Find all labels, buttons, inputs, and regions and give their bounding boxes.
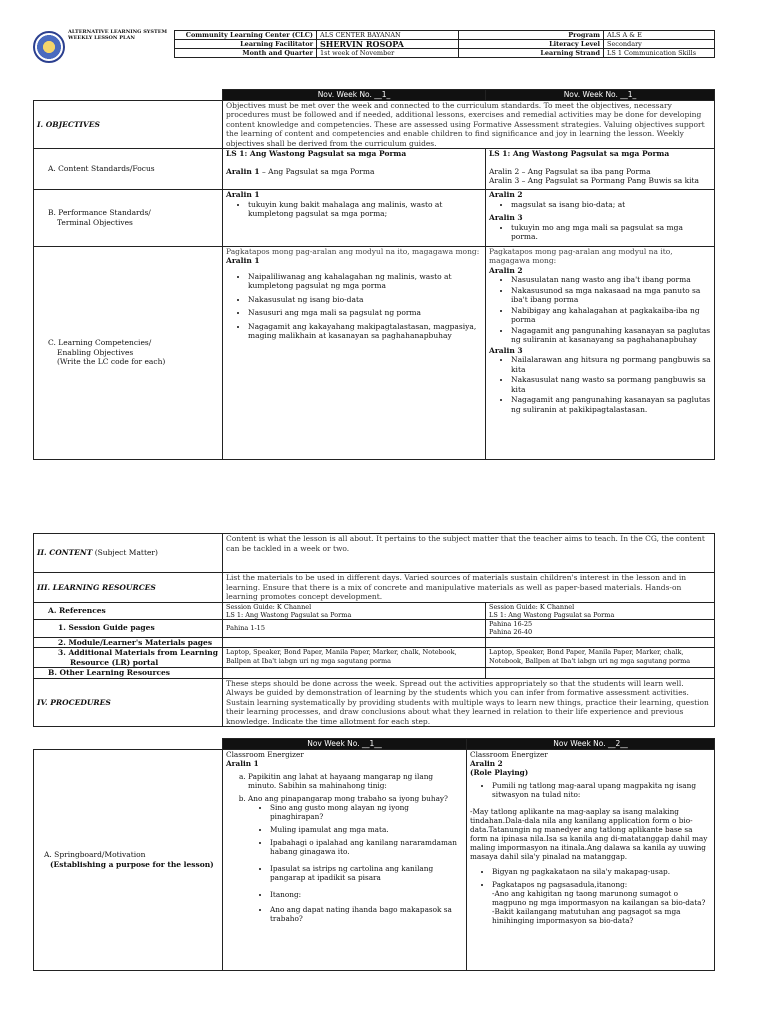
content-standards-label: A. Content Standards/Focus: [34, 149, 223, 190]
comp-c2-head1: Aralin 2: [489, 265, 523, 275]
perf-c1-head: Aralin 1: [226, 190, 260, 199]
c2-item: • Bigyan ng pagkakataon na sila'y makapag-usap.: [492, 867, 711, 876]
c2-question: -Bakit kailangang matutuhan ang pagsagot sa mga hinihinging impormasyon sa bio-data?: [492, 906, 681, 925]
content-resources-table: II. CONTENT (Subject Matter) Content is what the lesson is all about. It pertains to the subject matter that the teacher aims to teach. In the CG, the content can be tackled in a week or two. III. LEARNING RESOURCES List the materials to be used in different days. Varied sources of materials sustain children's interest in the lesson and in learning. Ensure that there is a mix of concrete and manipulative materials as well as paper-based materials. Hands-on learning promotes concept development. A. References Session Guide: K Channel LS 1: Ang Wastong Pagsulat sa Porma Session Guide: K Channel LS 1: Ang Wastong Pagsulat sa Porma 1. Session Guide pages Pahina 1-15 Pahina 16-25 Pahina 26-40 2. Module/Learner's Materials pages 3. Additional Materials from Learning Resource (LR) portal Laptop, Speaker, Bond Paper, Manila Paper, Marker, chalk, Notebook, Ballpen at Iba't iabgn uri ng mga sagutang porma Laptop, Speaker, Bond Paper, Manila Paper, Marker, chalk, Notebook, Ballpen at Iba't iabgn uri ng mga sagutang porma B. Other Learning Resources IV. PROCEDURES These steps should be done across the week. Spread out the activities appropriately so that the students will learn well. Always be guided by demonstration of learning by the students which you can infer from formative assessment activities. Sustain learning systematically by providing students with multiple ways to learn new things, practice their learning, question their learning processes, and draw conclusions about what they learned in relation to their life experience and previous knowledge. Indicate the time allotment for each step.: [33, 533, 715, 727]
sg-c1: Pahina 1-15: [223, 619, 486, 637]
week-header-1: Nov. Week No. __1_: [223, 90, 486, 101]
comp-c1-item: • Naipaliliwanag ang kahalagahan ng malinis, wasto at kumpletong pagsulat ng mga porma: [248, 272, 482, 291]
logo-text: ALTERNATIVE LEARNING SYSTEM WEEKLY LESSON PLAN: [68, 29, 168, 41]
comp-c1-intro: Pagkatapos mong pag-aralan ang modyul na ito, magagawa mong:: [226, 246, 480, 256]
deped-seal: [33, 31, 65, 63]
content-c2-line1: Aralin 2 – Ang Pagsulat sa iba pang Porma: [489, 166, 651, 176]
perf-c2-head1: Aralin 2: [489, 190, 523, 199]
program-value: ALS A & E: [604, 31, 715, 40]
program-label: Program: [459, 31, 604, 40]
content-title: II. CONTENT (Subject Matter): [34, 534, 223, 573]
objectives-title: I. OBJECTIVES: [34, 100, 223, 149]
level-value: Secondary: [604, 40, 715, 49]
perf-c2-item2: • tukuyin mo ang mga mali sa pagsulat sa mga porma.: [511, 223, 711, 242]
resources-note: List the materials to be used in different days. Varied sources of materials sustain children's interest in the lesson and in learning. Ensure that there is a mix of concrete and manipulative materials as well as paper-based materials. Hands-on learning promotes concept development.: [223, 573, 715, 603]
content-note: Content is what the lesson is all about. It pertains to the subject matter that the teacher aims to teach. In the CG, the content can be tackled in a week or two.: [223, 534, 715, 573]
session-guide-label: 1. Session Guide pages: [34, 619, 223, 637]
week-header-2: Nov. Week No. __1_: [486, 90, 715, 101]
objectives-note: Objectives must be met over the week and connected to the curriculum standards. To meet the objectives, necessary procedures must be followed and if needed, additional lessons, exercises and remedial activities may be done for developing content knowledge and competencies. These are assessed using Formative Assessment strategies. Valuing objectives support the learning of content and competencies and enable children to find significance and joy in learning the lesson. Weekly objectives shall be derived from the curriculum guides.: [223, 100, 715, 149]
c1-subitem: • Ano ang dapat nating ihanda bago makapasok sa trabaho?: [270, 905, 463, 923]
perf-c2-item1: • magsulat sa isang bio-data; at: [511, 200, 711, 210]
procedures-title: IV. PROCEDURES: [34, 678, 223, 727]
month-value: 1st week of November: [317, 49, 459, 58]
additional-c2: Laptop, Speaker, Bond Paper, Manila Paper, Marker, chalk, Notebook, Ballpen at Iba't iabgn uri ng mga sagutang porma: [486, 648, 715, 668]
proc-week-header-1: Nov Week No. __1__: [223, 739, 467, 750]
content-c1-title: LS 1: Ang Wastong Pagsulat sa mga Porma: [226, 149, 407, 158]
c1-subitem: • Ipabahagi o ipalahad ang kanilang nararamdaman habang ginagawa ito.: [270, 838, 463, 856]
c1-head2: Aralin 1: [226, 758, 259, 768]
comp-c2-item: • Nakasusulat nang wasto sa pormang pangbuwis sa kita: [511, 375, 711, 394]
c1-subitem: • Sino ang gusto mong alayan ng iyong pinaghirapan?: [270, 803, 463, 821]
comp-c2-item: • Nakasusunod sa mga nakasaad na mga panuto sa iba't ibang porma: [511, 286, 711, 305]
c2-scenario: -May tatlong aplikante na mag-aaplay sa isang malaking tindahan.Dala-dala nila ang kanilang application form o bio-data.Tatanungin ng manedyer ang tatlong aplikante base sa form na ipinasa nila.Isa sa kanila ang di-matatanggap dahil may maling impormasyon na itinala.Ang dalawa sa kanila ay uuwing masaya dahil sila'y pinalad na matanggap.: [470, 806, 708, 861]
header-table: [174, 30, 715, 58]
facilitator-label: Learning Facilitator: [175, 40, 317, 49]
facilitator-value: SHERVIN ROSOPA: [317, 40, 459, 49]
comp-c1-head: Aralin 1: [226, 256, 260, 265]
comp-c1-item: • Nasusuri ang mga mali sa pagsulat ng porma: [248, 308, 482, 318]
comp-c2-item: • Nagagamit ang pangunahing kasanayan sa paglutas ng suliranin at pakikipagtalastasan.: [511, 395, 711, 414]
learning-competencies-label: C. Learning Competencies/ Enabling Objectives (Write the LC code for each): [34, 246, 223, 459]
c1-subitem: • Ipasulat sa istrips ng cartolina ang kanilang pangarap at ipadikit sa pisara: [270, 864, 463, 882]
c2-head3: (Role Playing): [470, 767, 529, 777]
perf-c1-item: • tukuyin kung bakit mahalaga ang malinis, wasto at kumpletong pagsulat sa mga porma;: [248, 200, 482, 219]
performance-standards-label: B. Performance Standards/ Terminal Objectives: [34, 190, 223, 247]
c1-subitem: • Muling ipamulat ang mga mata.: [270, 825, 463, 834]
c2-item: • Pumili ng tatlong mag-aaral upang magpakita ng isang sitwasyon na tulad nito:: [492, 781, 711, 799]
comp-c2-item: • Nagagamit ang pangunahing kasanayan sa paglutas ng suliranin at kasanayang sa paghahanapbuhay: [511, 326, 711, 345]
c2-question: -Ano ang kahigitan ng taong marunong sumagot o magpuno ng mga impormasyon na kailangan sa bio-data?: [492, 888, 706, 907]
c1-head1: Classroom Energizer: [226, 749, 304, 759]
springboard-label: A. Springboard/Motivation (Establishing a purpose for the lesson): [34, 749, 223, 970]
resources-title: III. LEARNING RESOURCES: [34, 573, 223, 603]
comp-c2-item: • Nailalarawan ang hitsura ng pormang pangbuwis sa kita: [511, 355, 711, 374]
level-label: Literacy Level: [459, 40, 604, 49]
content-c2-line2: Aralin 3 – Ang Pagsulat sa Pormang Pang Buwis sa kita: [489, 176, 700, 185]
content-c2-title: LS 1: Ang Wastong Pagsulat sa mga Porma: [489, 149, 670, 158]
comp-c1-item: • Nakasusulat ng isang bio-data: [248, 295, 482, 305]
module-label: 2. Module/Learner's Materials pages: [34, 637, 223, 648]
c1-item-a: a. Papikitin ang lahat at hayaang mangarap ng ilang minuto. Sabihin sa mahinahong tinig:: [248, 772, 463, 790]
c2-head2: Aralin 2: [470, 758, 503, 768]
additional-materials-label: 3. Additional Materials from Learning Resource (LR) portal: [34, 648, 223, 668]
c2-item: • Pagkatapos ng pagsasadula,itanong:: [492, 880, 711, 889]
procedures-table: [33, 738, 715, 971]
additional-c1: Laptop, Speaker, Bond Paper, Manila Paper, Marker, chalk, Notebook, Ballpen at Iba't iabgn uri ng mga sagutang porma: [223, 648, 486, 668]
perf-c2-head2: Aralin 3: [489, 213, 523, 222]
seal-icon: [33, 31, 65, 63]
procedures-note: These steps should be done across the week. Spread out the activities appropriately so that the students will learn well. Always be guided by demonstration of learning by the students which you can infer from formative assessment activities. Sustain learning systematically by providing students with multiple ways to learn new things, practice their learning, question their learning processes, and draw conclusions about what they learned in relation to their life experience and previous knowledge. Indicate the time allotment for each step.: [223, 678, 715, 727]
c2-head1: Classroom Energizer: [470, 749, 548, 759]
objectives-table: [33, 89, 715, 460]
strand-value: LS 1 Communication Skills: [604, 49, 715, 58]
comp-c1-item: • Nagagamit ang kakayahang makipagtalastasan, magpasiya, maging malikhain at kasanayan sa paghahanapbuhay: [248, 322, 482, 341]
strand-label: Learning Strand: [459, 49, 604, 58]
comp-c2-head2: Aralin 3: [489, 345, 523, 355]
clc-label: Community Learning Center (CLC): [175, 31, 317, 40]
c1-item-b: b. Ano ang pinapangarap mong trabaho sa iyong buhay? • Sino ang gusto mong alayan ng iyong pinaghirapan? • Muling ipamulat ang mga mata. • Ipabahagi o ipalahad ang kanilang nararamdaman habang ginagawa ito. • Ipasulat sa istrips ng cartolina ang kanilang pangarap at ipadikit sa pisara • Itanong: • Ano ang dapat nating ihanda bago makapasok sa trabaho?: [248, 794, 463, 923]
other-resources-label: B. Other Learning Resources: [34, 668, 223, 679]
comp-c2-item: • Nasusulatan nang wasto ang iba't ibang porma: [511, 275, 711, 285]
month-label: Month and Quarter: [175, 49, 317, 58]
clc-value: ALS CENTER BAYANAN: [317, 31, 459, 40]
content-c1-line: Aralin 1 – Ang Pagsulat sa mga Porma: [226, 166, 375, 176]
references-label: A. References: [34, 602, 223, 619]
comp-c2-item: • Nabibigay ang kahalagahan at pagkakaiba-iba ng porma: [511, 306, 711, 325]
comp-c2-intro: Pagkatapos mong pag-aralan ang modyul na ito, magagawa mong:: [489, 246, 673, 265]
proc-week-header-2: Nov Week No. __2__: [467, 739, 715, 750]
c1-subitem: • Itanong:: [270, 890, 463, 899]
